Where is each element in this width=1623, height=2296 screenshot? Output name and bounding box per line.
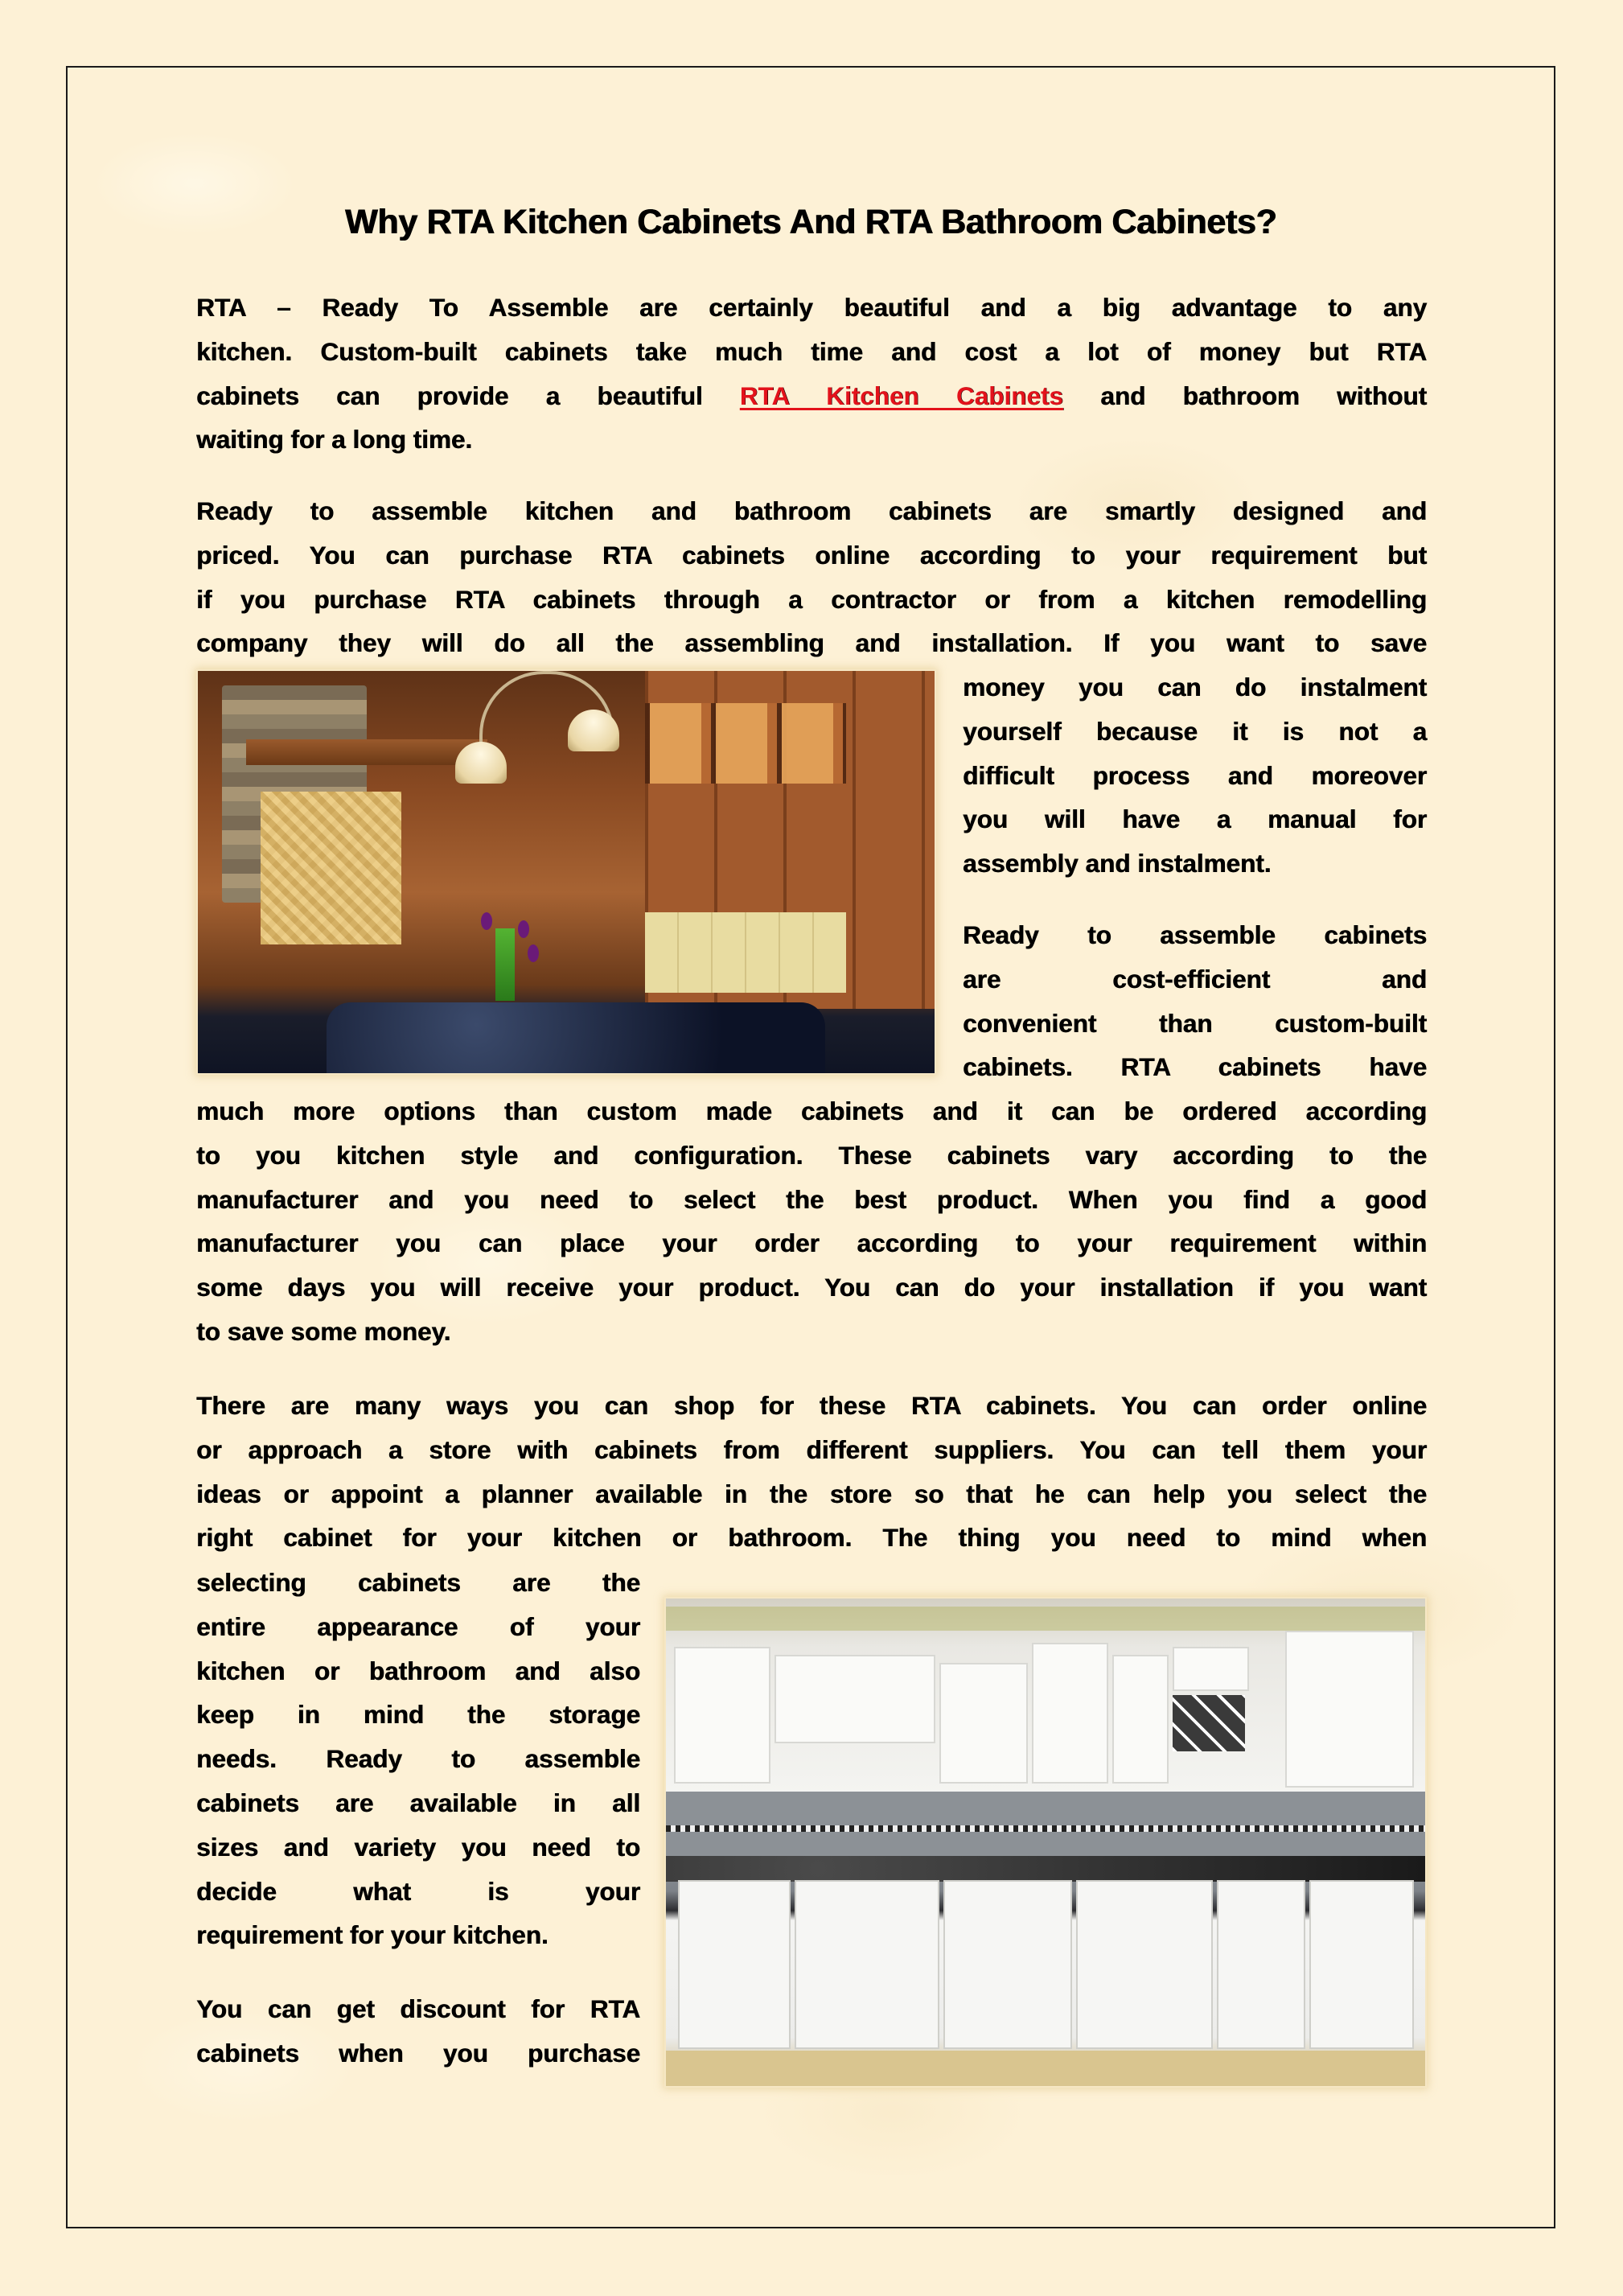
upper-cabinet	[1285, 1631, 1414, 1788]
text-line: keep in mind the storage	[196, 1700, 640, 1730]
text-line: selecting cabinets are the	[196, 1568, 640, 1597]
base-cabinet	[1309, 1880, 1414, 2049]
text-segment: and bathroom without	[1063, 381, 1427, 410]
glass-front-cabinets	[645, 703, 846, 784]
text-line: right cabinet for your kitchen or bathroom. The thing you need to mind when	[196, 1523, 1427, 1553]
wood-mantel	[246, 739, 487, 765]
white-kitchen-photo	[664, 1597, 1427, 2088]
text-line: Ready to assemble cabinets	[963, 920, 1427, 949]
drawer-stack	[795, 1880, 939, 2049]
text-line: kitchen. Custom-built cabinets take much time and cost a lot of money but RTA	[196, 336, 1427, 366]
text-segment: cabinets can provide a beautiful	[196, 381, 740, 410]
wine-rack	[1173, 1695, 1245, 1751]
paragraph-4	[196, 1384, 1427, 1560]
tulip	[481, 912, 492, 930]
rta-kitchen-cabinets-link[interactable]: RTA Kitchen Cabinets	[739, 381, 1064, 410]
text-line: priced. You can purchase RTA cabinets online according to your requirement but	[196, 540, 1427, 570]
upper-cabinet	[939, 1663, 1028, 1784]
mosaic-backsplash	[666, 1792, 1425, 1856]
text-line: entire appearance of your	[196, 1611, 640, 1641]
text-line: requirement for your kitchen.	[196, 1920, 549, 1950]
paragraph-3	[196, 1089, 1427, 1354]
text-line: money you can do instalment	[963, 673, 1427, 702]
text-line: you will have a manual for	[963, 804, 1427, 834]
text-line: difficult process and moreover	[963, 760, 1427, 790]
upper-cabinet	[1112, 1655, 1169, 1784]
text-line: Ready to assemble kitchen and bathroom cabinets are smartly designed and	[196, 496, 1427, 525]
text-line: cabinets when you purchase	[196, 2038, 640, 2068]
granite-countertop	[666, 1856, 1425, 1882]
text-line: convenient than custom-built	[963, 1008, 1427, 1038]
text-line: cabinets are available in all	[196, 1788, 640, 1817]
text-line: or approach a store with cabinets from different suppliers. You can tell them your	[196, 1434, 1427, 1464]
text-line	[196, 374, 1427, 418]
text-line: to you kitchen style and configuration. These cabinets vary according to the	[196, 1140, 1427, 1170]
text-line: manufacturer and you need to select the best product. When you find a good	[196, 1184, 1427, 1214]
upper-cabinet	[1173, 1647, 1249, 1691]
mosaic-backsplash	[261, 792, 401, 944]
text-line: to save some money.	[196, 1316, 451, 1346]
text-line: yourself because it is not a	[963, 716, 1427, 746]
text-line: waiting for a long time.	[196, 425, 473, 455]
text-line: are cost-efficient and	[963, 964, 1427, 994]
text-line: company they will do all the assembling and installation. If you want to save	[196, 628, 1427, 658]
text-line: needs. Ready to assemble	[196, 1744, 640, 1774]
paragraph-5-wrap	[196, 1987, 640, 2076]
text-line: much more options than custom made cabinets and it can be ordered according	[196, 1097, 1427, 1125]
text-line: sizes and variety you need to	[196, 1832, 640, 1862]
paragraph-1	[196, 286, 1427, 462]
under-cabinet-tiles	[645, 912, 846, 993]
paragraph-4-wrap	[196, 1561, 640, 1957]
wood-kitchen-photo	[196, 669, 936, 1075]
granite-island	[327, 1002, 825, 1075]
text-line: RTA – Ready To Assemble are certainly beautiful and a big advantage to any	[196, 293, 1427, 322]
base-cabinet	[943, 1880, 1072, 2049]
text-line: ideas or appoint a planner available in the store so that he can help you select the	[196, 1479, 1427, 1508]
range-hood	[775, 1655, 935, 1743]
page-title: Why RTA Kitchen Cabinets And RTA Bathroom Cabinets?	[344, 203, 1277, 241]
base-cabinet	[1076, 1880, 1213, 2049]
text-line: decide what is your	[196, 1876, 640, 1906]
upper-cabinet	[674, 1647, 770, 1784]
floor	[666, 2051, 1425, 2086]
paragraph-3-wrap	[963, 913, 1427, 1089]
tulip	[518, 920, 529, 938]
text-line: cabinets. RTA cabinets have	[963, 1052, 1427, 1082]
upper-cabinet	[1032, 1643, 1108, 1784]
wall-trim	[666, 1607, 1425, 1631]
tulip	[528, 944, 539, 962]
paragraph-2-wrap	[963, 665, 1427, 886]
text-line: manufacturer you can place your order according to your requirement within	[196, 1228, 1427, 1258]
text-line: You can get discount for RTA	[196, 1994, 640, 2023]
paragraph-2	[196, 489, 1427, 665]
text-line: assembly and instalment.	[963, 849, 1272, 878]
drawer-stack	[1217, 1880, 1305, 2049]
text-line: if you purchase RTA cabinets through a contractor or from a kitchen remodelling	[196, 584, 1427, 614]
base-cabinet	[678, 1880, 791, 2049]
text-line: some days you will receive your product. You can do your installation if you want	[196, 1273, 1427, 1302]
text-line: There are many ways you can shop for these RTA cabinets. You can order online	[196, 1391, 1427, 1420]
text-line: kitchen or bathroom and also	[196, 1656, 640, 1685]
tulip-vase	[495, 928, 515, 1001]
